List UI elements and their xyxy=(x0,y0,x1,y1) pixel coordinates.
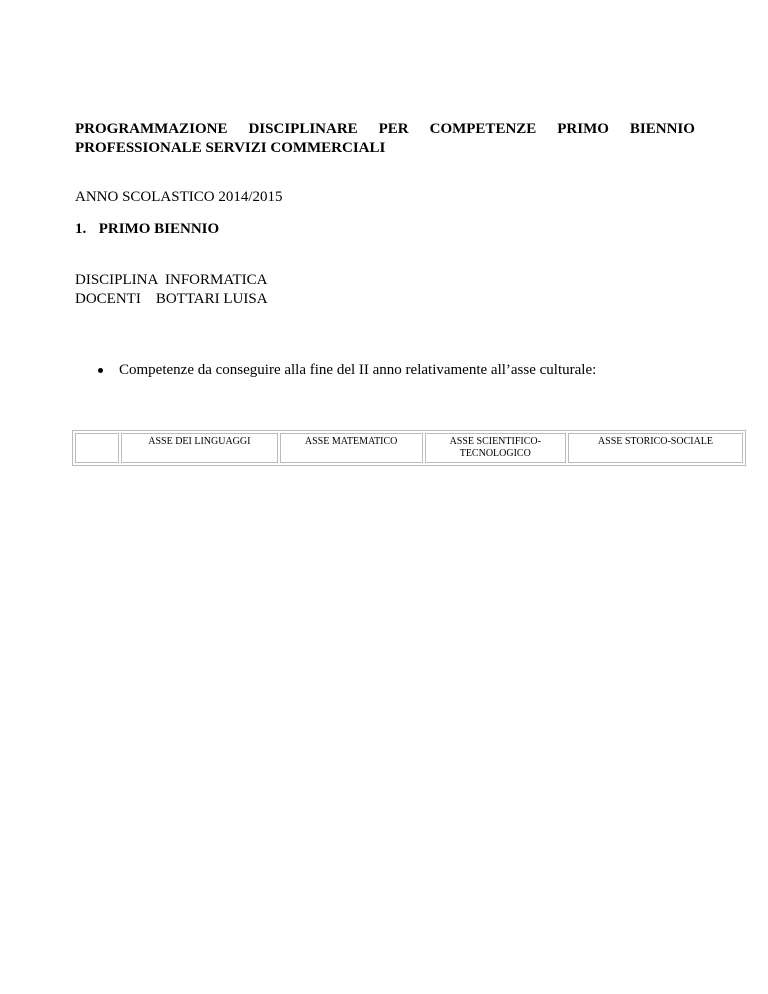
title-word: PROGRAMMAZIONE xyxy=(75,121,228,137)
title-line-1 xyxy=(75,120,695,139)
table-header-cell: ASSE STORICO-SOCIALE xyxy=(568,433,743,463)
section-title: PRIMO BIENNIO xyxy=(98,221,220,237)
bullet-dot-icon xyxy=(98,368,103,373)
document-title xyxy=(75,120,695,158)
section-heading xyxy=(75,221,219,238)
table-cell-empty xyxy=(75,433,119,463)
title-word: PRIMO xyxy=(557,121,609,137)
title-word: COMPETENZE xyxy=(429,121,537,137)
title-line-2: PROFESSIONALE SERVIZI COMMERCIALI xyxy=(75,140,386,156)
header-line: TECNOLOGICO xyxy=(459,448,531,459)
section-number: 1. xyxy=(75,221,87,237)
table-header-cell xyxy=(425,433,566,463)
discipline-info xyxy=(75,271,268,309)
bullet-text: Competenze da conseguire alla fine del II anno relativamente all’asse culturale: xyxy=(119,362,597,378)
title-word: DISCIPLINARE xyxy=(248,121,358,137)
discipline-line: DISCIPLINA INFORMATICA xyxy=(75,272,268,288)
bullet-item xyxy=(98,362,596,379)
axes-table xyxy=(72,430,746,466)
teachers-line: DOCENTI BOTTARI LUISA xyxy=(75,291,268,307)
title-word: PER xyxy=(378,121,409,137)
table-row xyxy=(75,433,743,463)
header-line: ASSE SCIENTIFICO- xyxy=(449,436,541,447)
school-year: ANNO SCOLASTICO 2014/2015 xyxy=(75,189,283,205)
table-header-cell: ASSE MATEMATICO xyxy=(280,433,423,463)
title-word: BIENNIO xyxy=(629,121,695,137)
table-header-cell: ASSE DEI LINGUAGGI xyxy=(121,433,278,463)
